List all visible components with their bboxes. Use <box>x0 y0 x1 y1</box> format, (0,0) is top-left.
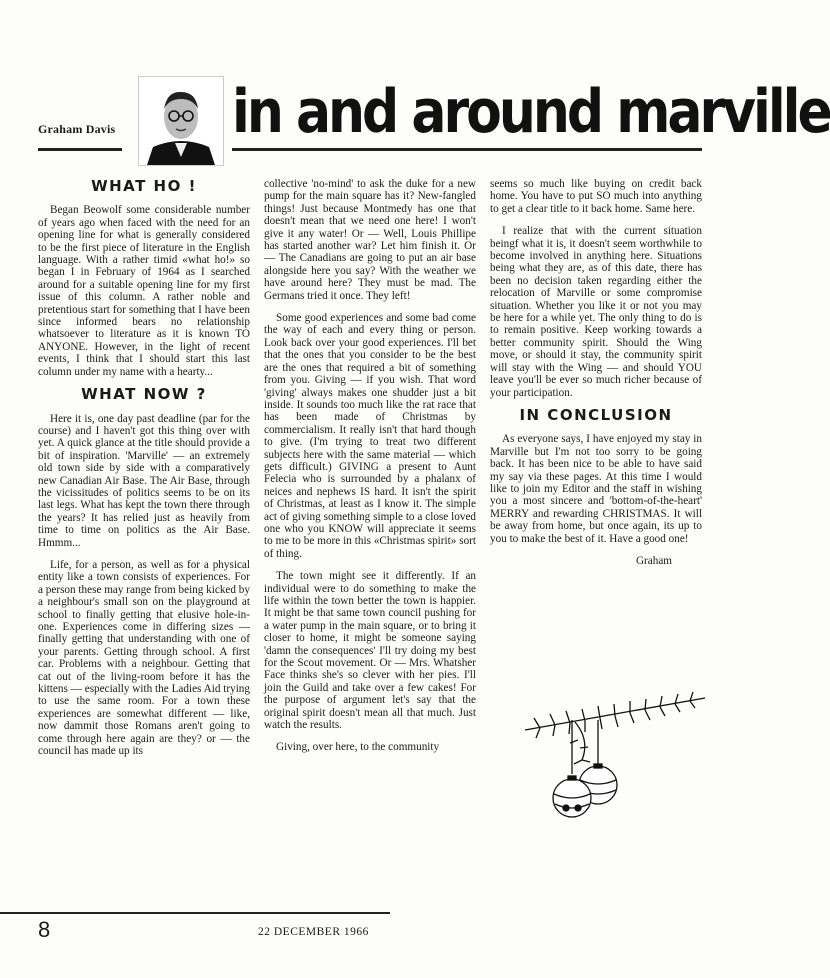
paragraph: As everyone says, I have enjoyed my stay in Marville but I'm not too sorry to be going back. It has been nice to be able to have said my say via these pages. At this time I would like to join my Editor and the staff in wishing you a most sincere and 'bottom-of-the-heart' MERRY and rewarding CHRISTMAS. It will be away from home, but once again, its up to you to make the best of it. Have a good one! <box>490 433 702 545</box>
christmas-ornament-icon <box>520 690 710 835</box>
paragraph: Giving, over here, to the community <box>276 741 440 754</box>
paragraph: Life, for a person, as well as for a physical entity like a town consists of experiences. For a person these may range from being kicked by a neighbour's small son on the playground at school to finally getting that elusive hole-in-one. Experiences come in differing sizes — finally getting that understanding with one of your parents. Getting through school. A first car. Problems with a neighbour. Getting that cat out of the living-room before it has the kittens — especially with the Ladies Aid trying to use the same room. For a town these experiences are somewhat different — like, now dammit those Romans aren't going to come through here again are they? or — the council has made up its <box>38 558 250 758</box>
paragraph: collective 'no-mind' to ask the duke for a new pump for the main square has it? New-fangled things! Just because Montmedy has one that doesn't mean that we need one here! I won't give it any water! Or — Well, Louis Phillipe has started another war? Let him finish it. Or — The Canadians are going to put an air base alongside here you say? With the weather we have around here? They must be mad. The Germans tried it once. They left! <box>264 178 476 302</box>
author-photo <box>138 76 224 166</box>
paragraph: The town might see it differently. If an individual were to do something to make the life within the town better the town is happier. It might be that same town council pushing for a water pump in the main square, or to bring it closer to home, it might be someone saying 'damn the consequences' I'll try doing my best for the Scout movement. Or — Mrs. Whatsher Face thinks she's so clever with her pies. I'll join the Guild and take over a few cakes! For the purpose of argument let's say that the original spirit doesn't mean all that much. Just watch the results. <box>264 570 476 732</box>
paragraph: seems so much like buying on credit back home. You have to put SO much into anything to get a clear title to it back home. Same here. <box>490 178 702 215</box>
heading-what-now: WHAT NOW ? <box>81 385 207 404</box>
author-byline: Graham Davis <box>38 122 116 136</box>
issue-date: 22 DECEMBER 1966 <box>258 926 369 938</box>
column-three <box>490 178 702 577</box>
paragraph: I realize that with the current situation beingf what it is, it doesn't seem worthwhile to become involved in anything here. Situations being what they are, as of this date, there has been no decision taken regarding either the relocation of Marville or some compromise situation. Whether you like it or not you may be here for a while yet. The only thing to do is to remain positive. Keep working towards a better community spirit. Should the Wing move, or should it stay, the community spirit will stay with the Wing — and should YOU leave you'll be ever so much richer because of your participation. <box>490 225 702 399</box>
footer-rule <box>0 912 390 914</box>
column-title: in and around marville <box>232 77 830 147</box>
heading-in-conclusion: IN CONCLUSION <box>519 405 673 424</box>
paragraph: Began Beowolf some considerable number of years ago when faced with the need for an opening line for what is generally considered to be the first piece of literature in the English language. With a rather timid «what ho!» so began I in February of 1964 as I searched around for a suitable opening line for my first issue of this column. A rather noble and pretentious start for something that I have been since informed bears no relationship whatsoever to literature as it is known TO ANYONE. However, in the light of recent events, I think that I should start this last column under my name with a hearty... <box>38 204 250 378</box>
masthead-rule <box>232 148 702 151</box>
byline-rule <box>38 148 122 151</box>
page-number: 8 <box>38 917 51 942</box>
column-two <box>264 178 476 764</box>
paragraph: Here it is, one day past deadline (par for the course) and I haven't got this thing over with yet. A quick glance at the title should provide a bit of inspiration. 'Marville' — an extremely old town side by side with a comparatively new Canadian Air Base. The Air Base, through the vicissitudes of politics seems to be on its last legs. What has kept the town there through the years? It has relied just as heavily from time to time on politics as the Air Base. Hmmm... <box>38 412 250 549</box>
paragraph: Some good experiences and some bad come the way of each and every thing or person. Look back over your good experiences. I'll bet that the ones that you consider to be the best are the ones that required a bit of something from you. Giving — if you wish. That word 'giving' always makes one shudder just a bit inside. It sounds too much like the rat race that has been made of Christmas by commercialism. It really isn't that hard though to give. (I'm trying to treat two different subjects here with the same material — which gets difficult.) GIVING a present to Aunt Felecia who is surrounded by a phalanx of neices and nephews IS hard. It isn't the spirit of Christmas, at least as I know it. The simple act of giving something simple to a close loved one who you KNOW will appreciate it seems to me to be more in this «Christmas spirit» sort of thing. <box>264 312 476 560</box>
signoff: Graham <box>635 554 672 567</box>
heading-what-ho: WHAT HO ! <box>91 177 197 195</box>
column-one <box>38 178 250 767</box>
